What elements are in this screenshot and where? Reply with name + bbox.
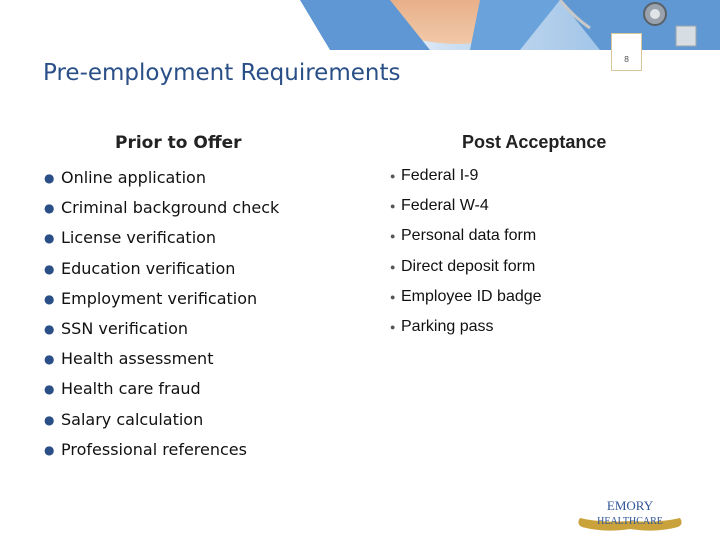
bullet-icon: ● [390,201,396,212]
bullet-icon: ● [44,291,55,306]
emory-healthcare-logo [574,496,686,532]
slide-title: Pre-employment Requirements [43,60,401,86]
bullet-icon: ● [44,382,55,397]
list-item [44,405,279,435]
list-item-label: License verification [61,228,217,248]
list-item [44,254,279,284]
list-item [44,344,279,374]
post-acceptance-heading: Post Acceptance [462,132,607,152]
list-item-label: Criminal background check [61,198,280,218]
list-item [390,312,542,342]
bullet-icon: ● [390,171,396,182]
list-item-label: Health assessment [61,349,214,369]
bullet-icon: ● [390,291,396,302]
list-item-label: Employee ID badge [401,287,542,305]
list-item-label: SSN verification [61,319,189,339]
list-item [44,435,279,465]
bullet-icon: ● [44,171,55,186]
list-item-label: Education verification [61,258,236,278]
list-item [44,284,279,314]
list-item [390,161,542,191]
list-item [390,282,542,312]
logo-line-1: EMORY [606,498,654,513]
bullet-icon: ● [44,231,55,246]
post-acceptance-list [390,161,542,342]
list-item-label: Professional references [61,439,247,459]
list-item-label: Federal I-9 [401,167,479,185]
bullet-icon: ● [390,231,396,242]
list-item-label: Direct deposit form [401,257,536,275]
bullet-icon: ● [44,322,55,337]
bullet-icon: ● [390,322,396,333]
list-item-label: Online application [61,168,206,188]
logo-line-2: HEALTHCARE [597,516,663,527]
list-item-label: Salary calculation [61,409,204,429]
list-item [44,163,279,193]
list-item-label: Parking pass [401,318,494,336]
bullet-icon: ● [44,412,55,427]
list-item [390,191,542,221]
bullet-icon: ● [44,352,55,367]
prior-to-offer-list [44,163,279,465]
list-item-label: Health care fraud [61,379,201,399]
list-item [390,221,542,251]
prior-to-offer-heading: Prior to Offer [115,133,242,153]
page-number: 8 [611,33,642,71]
bullet-icon: ● [44,442,55,457]
list-item [44,374,279,404]
list-item-label: Employment verification [61,288,258,308]
list-item [44,223,279,253]
list-item [44,314,279,344]
bullet-icon: ● [44,261,55,276]
list-item-label: Federal W-4 [401,197,489,215]
bullet-icon: ● [44,201,55,216]
list-item [44,193,279,223]
list-item-label: Personal data form [401,227,537,245]
list-item [390,252,542,282]
bullet-icon: ● [390,261,396,272]
